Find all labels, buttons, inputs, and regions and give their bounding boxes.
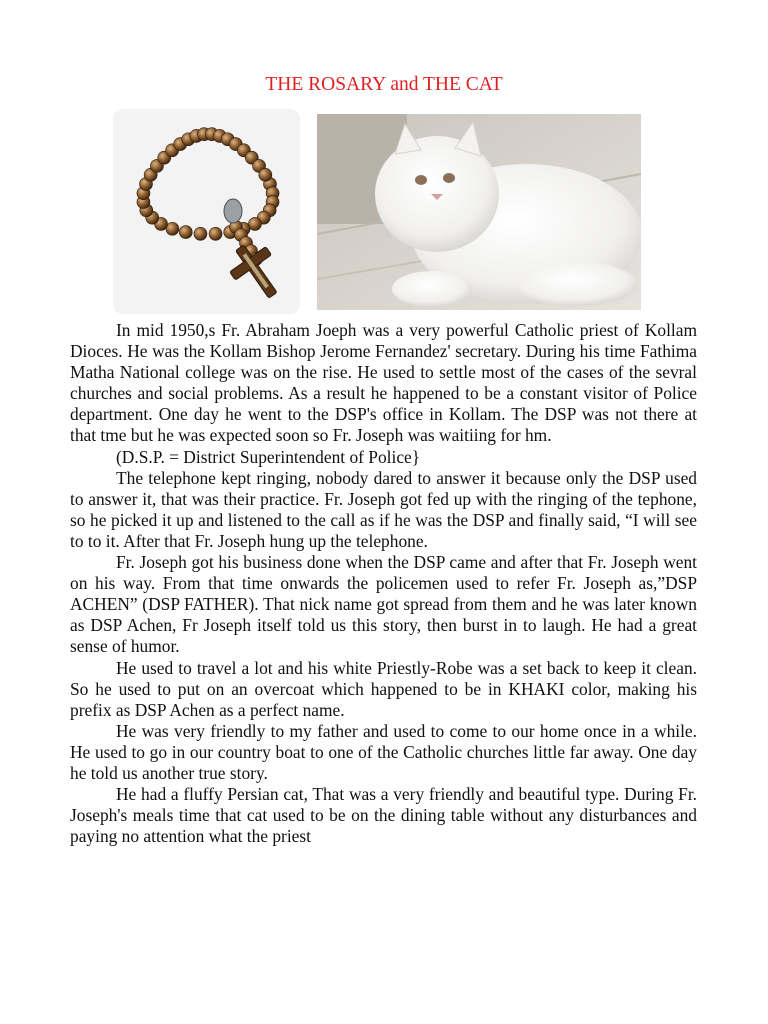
page-title: THE ROSARY and THE CAT [265,74,503,95]
rosary-photo [113,109,300,314]
paragraph: He was very friendly to my father and used to come to our home once in a while. He used to go in our country boat to one of the Catholic churches little far away. One day he told us another true story. [70,720,697,783]
paragraph: He used to travel a lot and his white Priestly-Robe was a set back to keep it clean. So he used to put on an overcoat which happened to be in KHAKI color, making his prefix as DSP Achen as a perfect name. [70,657,697,720]
rosary-bead [179,226,192,239]
paragraph: He had a fluffy Persian cat, That was a very friendly and beautiful type. During Fr. Joseph's meals time that cat used to be on the dining table without any disturbances and paying no attention what the priest [70,784,697,847]
paragraph: (D.S.P. = District Superintendent of Police} [116,446,421,467]
rosary-bead [248,217,261,230]
rosary-bead [166,222,179,235]
paragraph: Fr. Joseph got his business done when the DSP came and after that Fr. Joseph went on his way. From that time onwards the policemen used to refer Fr. Joseph as,”DSP ACHEN” (DSP FATHER). That nick name got spread from them and he was later known as DSP Achen, Fr Joseph itself told us this story, then burst in to laugh. He had a great sense of humor. [70,552,697,657]
paragraph: The telephone kept ringing, nobody dared to answer it because only the DSP used to answer it, that was their practice. Fr. Joseph got fed up with the ringing of the tephone, so he picked it up and listened to the call as if he was the DSP and finally said, “I will see to to it. After that Fr. Joseph hung up the telephone. [70,467,697,551]
rosary-bead [259,168,272,181]
article-body [70,320,697,847]
rosary-bead [209,227,222,240]
paragraph: In mid 1950,s Fr. Abraham Joeph was a very powerful Catholic priest of Kollam Dioces. He was the Kollam Bishop Jerome Fernandez' secretary. During his time Fathima Matha National college was on the rise. He used to settle most of the cases of the sevral churches and social problems. As a result he happened to be a constant visitor of Police department. One day he went to the DSP's office in Kollam. The DSP was not there at that tme but he was expected soon so Fr. Joseph was waitiing for hm. [70,320,697,446]
rosary-bead [194,227,207,240]
white-persian-cat-photo [317,114,641,310]
